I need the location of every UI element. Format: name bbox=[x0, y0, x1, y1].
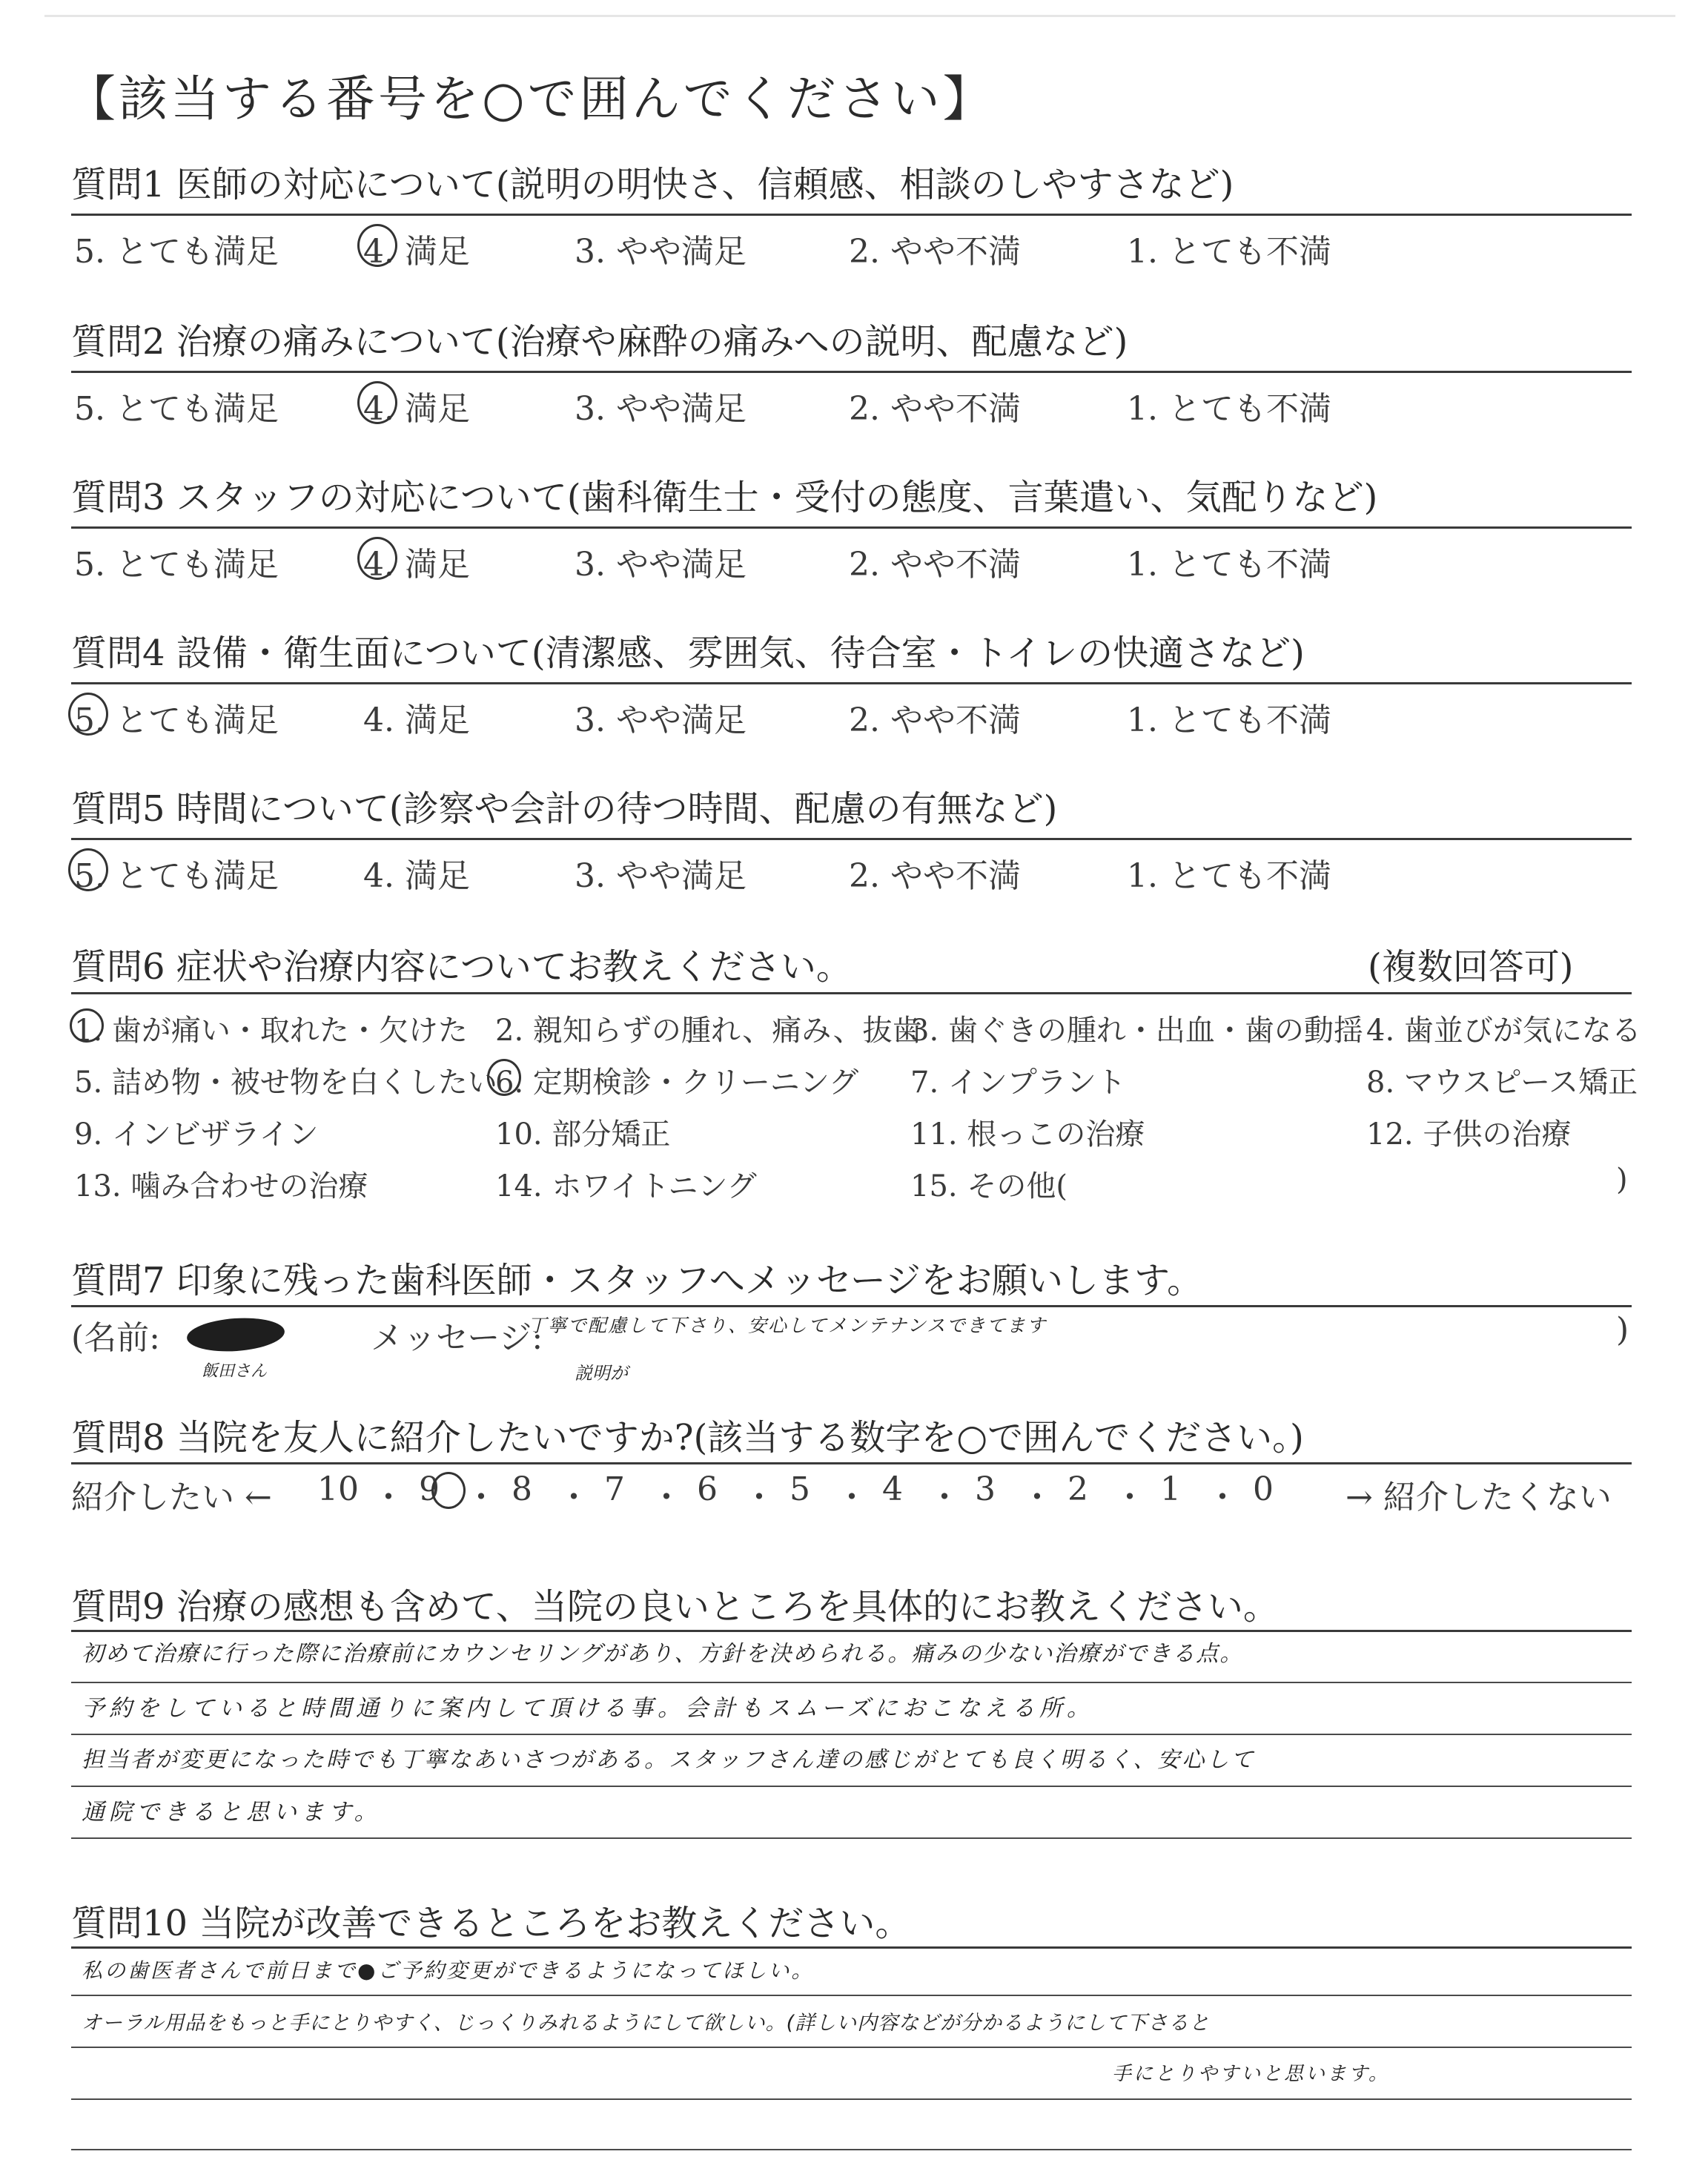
q9-line-1: 初めて治療に行った際に治療前にカウンセリングがあり、方針を決められる。痛みの少ない治療ができる点。 bbox=[82, 1641, 1244, 1667]
question-3-option-2[interactable]: 2. やや不満 bbox=[849, 546, 1021, 584]
q8-scale-separator: ・ bbox=[743, 1479, 775, 1516]
question-1-selection-circle bbox=[357, 224, 397, 267]
q7-label: 質問7 印象に残った歯科医師・スタッフへメッセージをお願いします。 bbox=[71, 1260, 1203, 1301]
q8-scale-10[interactable]: 10 bbox=[317, 1470, 359, 1508]
q6-option-15[interactable]: 15. その他( bbox=[910, 1169, 1068, 1203]
q8-left-label: 紹介したい ← bbox=[71, 1479, 272, 1516]
q6-option-11[interactable]: 11. 根っこの治療 bbox=[910, 1117, 1145, 1152]
question-2-label: 質問2 治療の痛みについて(治療や麻酔の痛みへの説明、配慮など) bbox=[71, 321, 1128, 363]
q8-label: 質問8 当院を友人に紹介したいですか?(該当する数字を○で囲んでください。) bbox=[71, 1417, 1304, 1459]
question-5-option-4[interactable]: 4. 満足 bbox=[363, 857, 470, 895]
q9-line-3: 担当者が変更になった時でも丁寧なあいさつがある。スタッフさん達の感じがとても良く明るく、安心して bbox=[82, 1747, 1256, 1773]
q10-rule-5 bbox=[71, 2149, 1632, 2150]
q8-scale-separator: ・ bbox=[372, 1479, 405, 1516]
q6-note: (複数回答可) bbox=[1368, 946, 1574, 988]
question-4-label: 質問4 設備・衛生面について(清潔感、雰囲気、待合室・トイレの快適さなど) bbox=[71, 633, 1305, 674]
question-1-label: 質問1 医師の対応について(説明の明快さ、信頼感、相談のしやすさなど) bbox=[71, 164, 1234, 205]
question-2-option-1[interactable]: 1. とても不満 bbox=[1127, 390, 1331, 428]
q8-scale-5[interactable]: 5 bbox=[790, 1470, 810, 1508]
question-5-label: 質問5 時間について(診察や会計の待つ時間、配慮の有無など) bbox=[71, 788, 1058, 830]
top-border bbox=[44, 15, 1675, 17]
q9-line-4: 通院できると思います。 bbox=[82, 1799, 382, 1826]
question-4-rule bbox=[71, 682, 1632, 684]
question-5-rule bbox=[71, 838, 1632, 840]
q7-name-note: 飯田さん bbox=[202, 1362, 268, 1381]
q9-line-2: 予約をしていると時間通りに案内して頂ける事。会計もスムーズにおこなえる所。 bbox=[82, 1695, 1094, 1722]
q6-option-4[interactable]: 4. 歯並びが気になる bbox=[1366, 1014, 1641, 1048]
question-4-option-5[interactable]: 5. とても満足 bbox=[74, 701, 279, 739]
q7-name-label: (名前: bbox=[71, 1319, 160, 1357]
q6-option-10[interactable]: 10. 部分矯正 bbox=[495, 1117, 671, 1152]
q8-scale-6[interactable]: 6 bbox=[697, 1470, 718, 1508]
q6-option-1[interactable]: 1. 歯が痛い・取れた・欠けた bbox=[74, 1014, 468, 1048]
q6-selection-circle-1 bbox=[70, 1008, 104, 1043]
q7-message: 丁寧で配慮して下さり、安心してメンテナンスできてます bbox=[528, 1315, 1047, 1336]
question-2-rule bbox=[71, 371, 1632, 373]
q8-rule bbox=[71, 1462, 1632, 1464]
q6-option-2[interactable]: 2. 親知らずの腫れ、痛み、抜歯 bbox=[495, 1014, 922, 1048]
q7-rule bbox=[71, 1305, 1632, 1307]
question-5-option-1[interactable]: 1. とても不満 bbox=[1127, 857, 1331, 895]
q6-option-3[interactable]: 3. 歯ぐきの腫れ・出血・歯の動揺 bbox=[910, 1014, 1363, 1048]
q10-line-3: 手にとりやすいと思います。 bbox=[1112, 2063, 1390, 2085]
question-5-option-3[interactable]: 3. やや満足 bbox=[575, 857, 747, 895]
q8-scale-9[interactable]: 9 bbox=[419, 1470, 440, 1508]
q6-selection-circle-6 bbox=[487, 1059, 521, 1096]
question-3-label: 質問3 スタッフの対応について(歯科衛生士・受付の態度、言葉遣い、気配りなど) bbox=[71, 477, 1378, 518]
q8-scale-4[interactable]: 4 bbox=[882, 1470, 903, 1508]
question-3-selection-circle bbox=[357, 537, 397, 580]
q6-option-6[interactable]: 6. 定期検診・クリーニング bbox=[495, 1066, 859, 1100]
q6-option-9[interactable]: 9. インビザライン bbox=[74, 1117, 319, 1152]
q9-rule-5 bbox=[71, 1837, 1632, 1839]
q8-scale-1[interactable]: 1 bbox=[1160, 1470, 1181, 1508]
q6-option-13[interactable]: 13. 噛み合わせの治療 bbox=[74, 1169, 368, 1203]
q6-option-14[interactable]: 14. ホワイトニング bbox=[495, 1169, 757, 1203]
question-2-selection-circle bbox=[357, 381, 397, 424]
q6-option-7[interactable]: 7. インプラント bbox=[910, 1066, 1126, 1100]
redacted-name bbox=[186, 1315, 286, 1354]
q7-message-label[interactable]: メッセージ: bbox=[371, 1319, 543, 1357]
q7-message-note: 説明が bbox=[575, 1363, 628, 1384]
question-5-selection-circle bbox=[68, 848, 108, 891]
q9-rule-2 bbox=[71, 1682, 1632, 1683]
question-1-option-2[interactable]: 2. やや不満 bbox=[849, 233, 1021, 271]
q6-rule bbox=[71, 992, 1632, 994]
q10-label: 質問10 当院が改善できるところをお教えください。 bbox=[71, 1903, 911, 1944]
q6-label: 質問6 症状や治療内容についてお教えください。 bbox=[71, 946, 852, 988]
question-2-option-2[interactable]: 2. やや不満 bbox=[849, 390, 1021, 428]
question-1-rule bbox=[71, 214, 1632, 216]
q7-close-paren: ) bbox=[1616, 1311, 1629, 1349]
question-5-option-2[interactable]: 2. やや不満 bbox=[849, 857, 1021, 895]
question-3-option-4[interactable]: 4. 満足 bbox=[363, 546, 470, 584]
question-1-option-1[interactable]: 1. とても不満 bbox=[1127, 233, 1331, 271]
q6-option-8[interactable]: 8. マウスピース矯正 bbox=[1366, 1066, 1638, 1100]
question-1-option-3[interactable]: 3. やや満足 bbox=[575, 233, 747, 271]
question-3-option-5[interactable]: 5. とても満足 bbox=[74, 546, 279, 584]
page-title: 【該当する番号を○で囲んでください】 bbox=[67, 70, 995, 128]
q8-scale-3[interactable]: 3 bbox=[975, 1470, 996, 1508]
q8-scale-separator: ・ bbox=[1113, 1479, 1146, 1516]
q8-scale-7[interactable]: 7 bbox=[604, 1470, 625, 1508]
q8-scale-8[interactable]: 8 bbox=[512, 1470, 532, 1508]
q8-scale-separator: ・ bbox=[835, 1479, 868, 1516]
q8-scale-separator: ・ bbox=[557, 1479, 590, 1516]
q10-rule-3 bbox=[71, 2047, 1632, 2048]
q6-option-12[interactable]: 12. 子供の治療 bbox=[1366, 1117, 1572, 1152]
question-1-option-5[interactable]: 5. とても満足 bbox=[74, 233, 279, 271]
q8-scale-separator: ・ bbox=[1021, 1479, 1053, 1516]
question-3-option-3[interactable]: 3. やや満足 bbox=[575, 546, 747, 584]
q9-rule-4 bbox=[71, 1786, 1632, 1787]
q8-scale-2[interactable]: 2 bbox=[1068, 1470, 1088, 1508]
question-3-rule bbox=[71, 526, 1632, 529]
q10-line-2: オーラル用品をもっと手にとりやすく、じっくりみれるようにして欲しい。(詳しい内容などが分かるようにして下さると bbox=[82, 2012, 1211, 2035]
q6-option-5[interactable]: 5. 詰め物・被せ物を白くしたい bbox=[74, 1066, 497, 1100]
q8-right-label: → 紹介したくない bbox=[1345, 1479, 1612, 1516]
question-4-selection-circle bbox=[68, 693, 108, 736]
q10-rule-2 bbox=[71, 1995, 1632, 1996]
q8-scale-separator: ・ bbox=[1206, 1479, 1239, 1516]
q10-rule-1 bbox=[71, 1946, 1632, 1949]
q8-scale-separator: ・ bbox=[465, 1479, 497, 1516]
question-1-option-4[interactable]: 4. 満足 bbox=[363, 233, 470, 271]
q8-scale-separator: ・ bbox=[928, 1479, 961, 1516]
q9-label: 質問9 治療の感想も含めて、当院の良いところを具体的にお教えください。 bbox=[71, 1586, 1279, 1628]
question-4-option-3[interactable]: 3. やや満足 bbox=[575, 701, 747, 739]
q9-rule-1 bbox=[71, 1630, 1632, 1632]
q8-scale-separator: ・ bbox=[650, 1479, 683, 1516]
question-2-option-5[interactable]: 5. とても満足 bbox=[74, 390, 279, 428]
question-2-option-4[interactable]: 4. 満足 bbox=[363, 390, 470, 428]
question-4-option-1[interactable]: 1. とても不満 bbox=[1127, 701, 1331, 739]
q6-option-16: ) bbox=[1616, 1163, 1628, 1197]
question-4-option-4[interactable]: 4. 満足 bbox=[363, 701, 470, 739]
question-2-option-3[interactable]: 3. やや満足 bbox=[575, 390, 747, 428]
q10-line-1: 私の歯医者さんで前日まで●ご予約変更ができるようになってほしい。 bbox=[82, 1958, 815, 1983]
question-4-option-2[interactable]: 2. やや不満 bbox=[849, 701, 1021, 739]
q10-rule-4 bbox=[71, 2098, 1632, 2100]
q8-selection-circle bbox=[431, 1472, 466, 1509]
q8-scale-0[interactable]: 0 bbox=[1253, 1470, 1274, 1508]
question-5-option-5[interactable]: 5. とても満足 bbox=[74, 857, 279, 895]
question-3-option-1[interactable]: 1. とても不満 bbox=[1127, 546, 1331, 584]
q9-rule-3 bbox=[71, 1734, 1632, 1735]
